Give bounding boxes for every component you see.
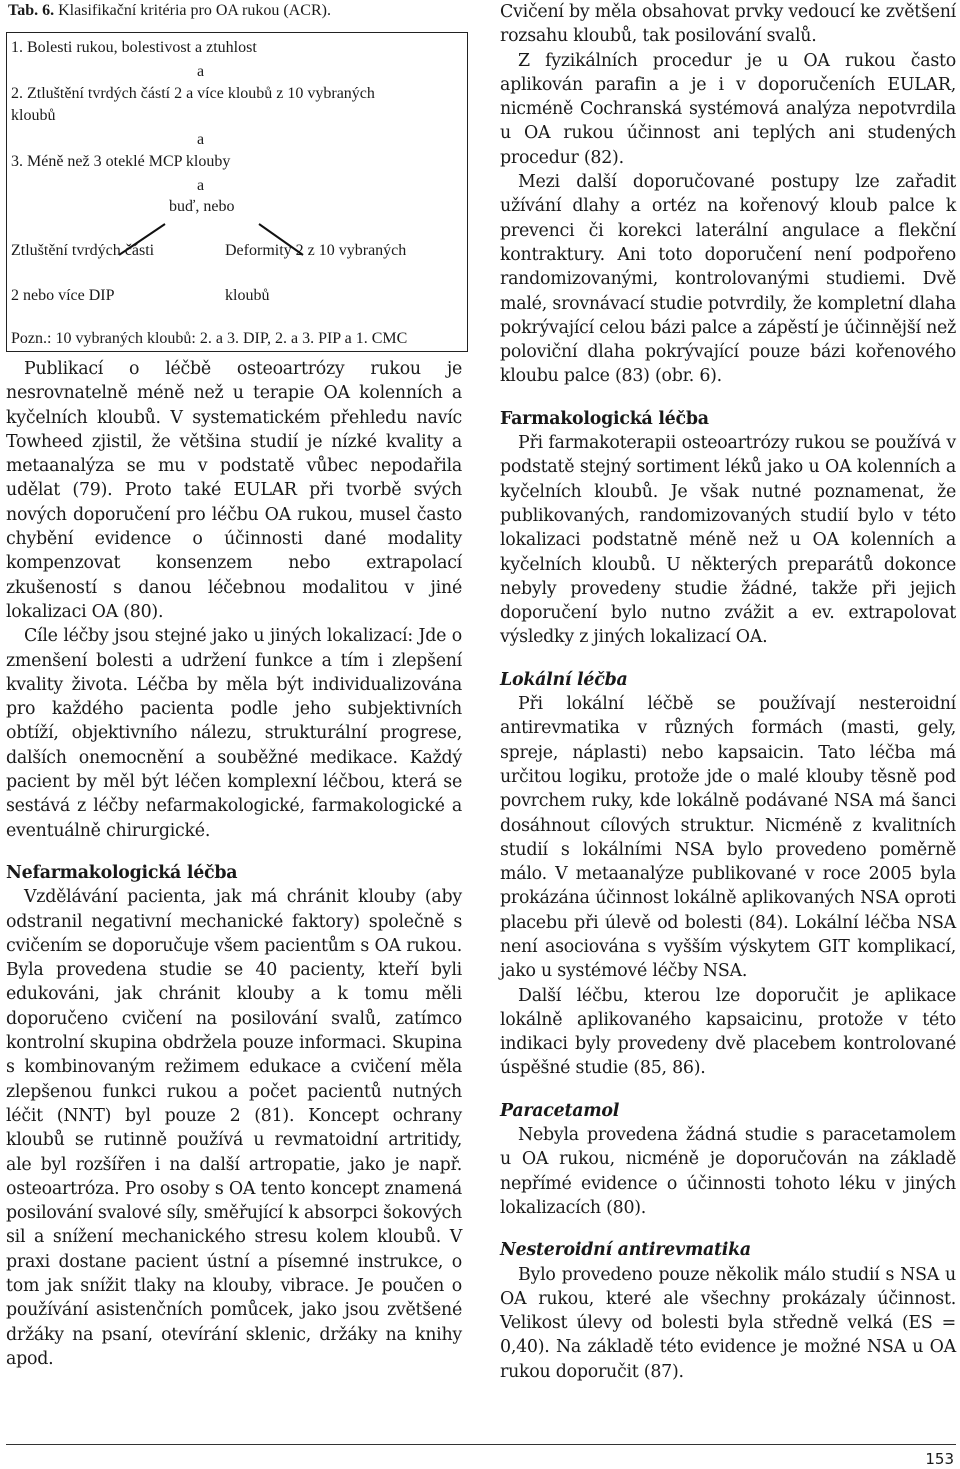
criterion-2-cont: kloubů [11, 107, 56, 124]
conjunction-and: a [197, 63, 205, 80]
criterion-2: 2. Ztluštění tvrdých částí 2 a více kloubů z 10 vybraných [11, 85, 375, 102]
either-or-label: buď, nebo [169, 198, 235, 215]
table-label: Tab. 6. [8, 2, 55, 19]
paragraph: Další léčbu, kterou lze doporučit je aplikace lokálně aplikovaného kapsaicinu, protože v této indikaci byly provedeny dvě placebem kontrolované úspěšné studie (85, 86). [500, 985, 956, 1079]
conjunction-and: a [197, 131, 205, 148]
option-right-cont: kloubů [225, 287, 270, 304]
paragraph: Mezi další doporučované postupy lze zařadit užívání dlahy a ortéz na kořenový kloub palce k prevenci či korekci laterální angulace a flekční kontraktury. Ani toto doporučení není podpořeno randomizovanými, kontrolovanými studiemi. Dvě malé, srovnávací studie potvrdily, že kompletní dlaha pokrývající celou bázi palce a zápěstí je účinnější než poloviční dlaha pokrývající pouze bázi kořenového kloubu palce (83) (obr. 6). [500, 172, 956, 387]
table-note: Pozn.: 10 vybraných kloubů: 2. a 3. DIP, 2. a 3. PIP a 1. CMC [11, 330, 408, 347]
table-caption [8, 0, 468, 22]
paragraph: Nebyla provedena žádná studie s paracetamolem u OA rukou, nicméně je doporučován na základě nepřímé evidence o účinnosti tohoto léku v jiných lokalizacích (80). [500, 1125, 956, 1218]
paragraph: Bylo provedeno pouze několik málo studií s NSA u OA rukou, které ale všechny prokázaly účinnost. Velikost úlevy od bolesti byla středně velká (ES = 0,40). Na základě této evidence je možné NSA u OA rukou doporučit (87). [500, 1264, 956, 1382]
table-title: Klasifikační kritéria pro OA rukou (ACR). [54, 2, 331, 19]
subheading-nsaid: Nesteroidní antirevmatika [500, 1240, 751, 1261]
option-left-cont: 2 nebo více DIP [11, 287, 115, 304]
paragraph: Cvičení by měla obsahovat prvky vedoucí ke zvětšení rozsahu kloubů, tak posilování svalů. [500, 2, 956, 47]
left-column [6, 357, 462, 1371]
criteria-table [6, 32, 468, 352]
subheading-local: Lokální léčba [500, 669, 628, 690]
criterion-3: 3. Méně než 3 oteklé MCP klouby [11, 153, 231, 170]
paragraph: Z fyzikálních procedur je u OA rukou často aplikován parafin a je i v doporučeních EULAR, nicméně Cochranská systémová analýza nepotvrdila u OA rukou účinnost ani teplých ani studených procedur (82). [500, 50, 956, 168]
paragraph: Při farmakoterapii osteoartrózy rukou se používá v podstatě stejný sortiment léků jako u OA kolenních a kyčelních kloubů. Je však nutné poznamenat, že publikovaných, randomizovaných studií bylo v této lokalizaci podstatně méně než u OA kolenních a kyčelních kloubů. U některých preparátů dokonce nebyly provedeny studie žádné, takže při jejich doporučení bylo nutno zvážit a ev. extrapolovat výsledky z jiných lokalizací OA. [500, 433, 956, 648]
paragraph: Cíle léčby jsou stejné jako u jiných lokalizací: Jde o zmenšení bolesti a udržení funkce a tím i zlepšení kvality života. Léčba by měla být individualizována pro každého pacienta podle jeho subjektivních obtíží, objektivního nálezu, strukturální progrese, dalších onemocnění a souběžné medikace. Každý pacient by měl být léčen komplexní léčbou, která se sestává z léčby nefarmakologické, farmakologické a eventuálně chirurgické. [6, 626, 462, 841]
section-heading-pharm: Farmakologická léčba [500, 408, 709, 429]
right-column [500, 0, 956, 1384]
footer-rule [6, 1444, 956, 1445]
option-right: Deformity 2 z 10 vybraných [225, 242, 407, 259]
conjunction-and: a [197, 177, 205, 194]
subheading-paracetamol: Paracetamol [500, 1100, 620, 1121]
paragraph: Při lokální léčbě se používají nesteroidní antirevmatika v různých formách (masti, gely, spreje, náplasti) nebo kapsaicin. Tato léčba má určitou logiku, protože jde o malé klouby těsně pod povrchem ruky, kde lokálně podávané NSA má šanci dosáhnout cílových struktur. Nicméně z kvalitních studií s lokálními NSA bylo provedeno poměrně málo. V metaanalýze publikované v roce 2005 byla prokázána účinnost lokálně aplikovaných NSA oproti placebu při úlevě od bolesti (84). Lokální léčba NSA není asociována s vyšším výskytem GIT komplikací, jako u systémové léčby NSA. [500, 694, 956, 982]
paragraph: Publikací o léčbě osteoartrózy rukou je nesrovnatelně méně než u terapie OA kolenních a kyčelních kloubů. V systematickém přehledu navíc Towheed zjistil, že většina studií je nízké kvality a metaanalýza se mu v podstatě vůbec nepodařila udělat (79). Proto také EULAR při tvorbě svých nových doporučení pro léčbu OA rukou, musel často chybění evidence o účinnosti dané modality kompenzovat konsenzem nebo extrapolací zkušeností s danou léčebnou modalitou v jiné lokalizaci OA (80). [6, 359, 462, 622]
section-heading-nonpharm: Nefarmakologická léčba [6, 862, 238, 883]
criterion-1: 1. Bolesti rukou, bolestivost a ztuhlost [11, 39, 257, 56]
paragraph: Vzdělávání pacienta, jak má chránit klouby (aby odstranil negativní mechanické faktory) společně s cvičením se doporučuje všem pacientům s OA rukou. Byla provedena studie se 40 pacienty, kteří byli edukováni, jak chránit klouby a k tomu měli doporučeno cvičení na posilování svalů, zatímco kontrolní skupina obdržela pouze informaci. Skupina s kombinovaným režimem edukace a cvičení měla zlepšenou funkci rukou a počet pacientů nutných léčit (NNT) byl pouze 2 (81). Koncept ochrany kloubů se rutinně používá u revmatoidní artritidy, ale byl rozšířen i na další artropatie, jako je např. osteoartróza. Pro osoby s OA tento koncept znamená posilování svalové síly, směřující k absorpci šokových sil a snížení mechanického stresu kolem kloubů. V praxi dostane pacient ústní a písemné instrukce, o tom jak snížit tlaky na klouby, vibrace. Je poučen o používání asistenčních pomůcek, jako jsou zvětšené držáky na psaní, otevírání sklenic, držáky na knihy apod. [6, 887, 462, 1369]
option-left: Ztluštění tvrdých části [11, 242, 155, 259]
page-number: 153 [925, 1450, 954, 1468]
